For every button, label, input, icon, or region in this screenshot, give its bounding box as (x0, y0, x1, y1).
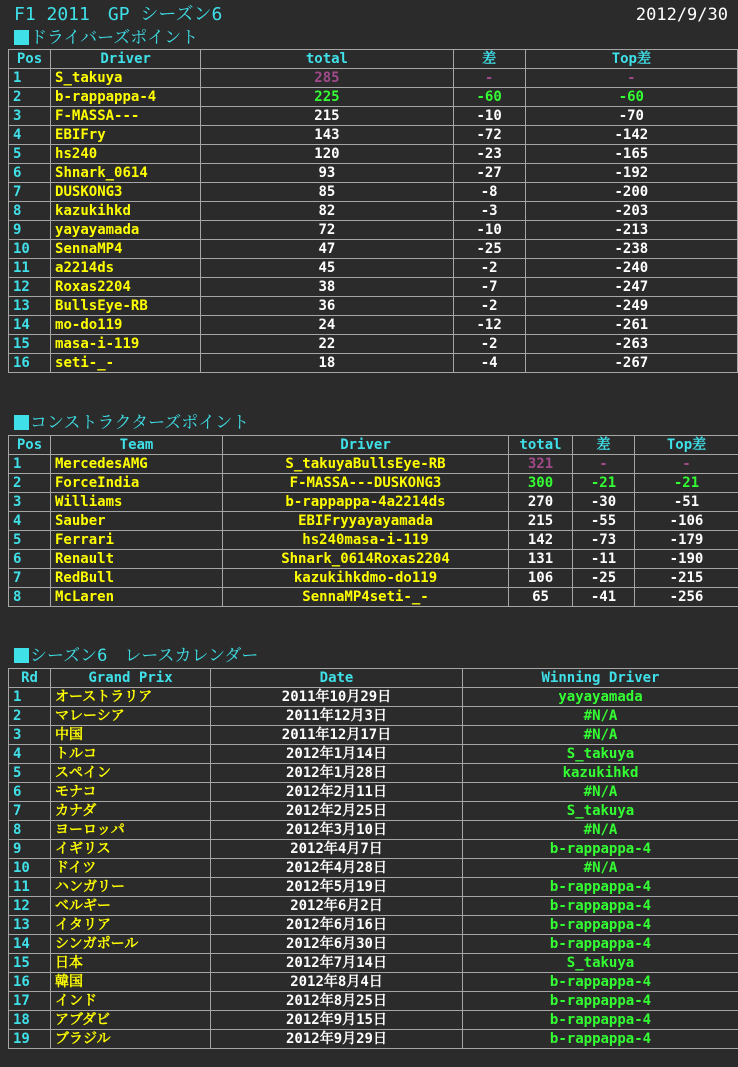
driver-total: 72 (201, 221, 453, 240)
constructor-drivers: kazukihkdmo-do119 (223, 569, 509, 588)
race-date: 2012年2月25日 (211, 802, 463, 821)
driver-name: EBIFry (51, 126, 201, 145)
constructor-row (9, 550, 738, 569)
constructors-standings-table (8, 435, 738, 607)
driver-diff: -2 (453, 259, 525, 278)
drivers-section-heading (14, 28, 198, 48)
col-header-top-diff: Top差 (635, 436, 738, 455)
race-grand-prix: モナコ (51, 783, 211, 802)
col-header-grand-prix: Grand Prix (51, 669, 211, 688)
race-grand-prix: 韓国 (51, 973, 211, 992)
driver-diff: -3 (453, 202, 525, 221)
driver-name: seti-_- (51, 354, 201, 373)
race-winner: S_takuya (463, 954, 738, 973)
race-grand-prix: イタリア (51, 916, 211, 935)
race-row (9, 954, 738, 973)
constructor-team: RedBull (51, 569, 223, 588)
race-date: 2011年12月17日 (211, 726, 463, 745)
driver-name: b-rappappa-4 (51, 88, 201, 107)
race-row (9, 688, 738, 707)
driver-pos: 13 (9, 297, 51, 316)
race-grand-prix: イギリス (51, 840, 211, 859)
driver-pos: 1 (9, 69, 51, 88)
driver-diff: -10 (453, 221, 525, 240)
race-winner: b-rappappa-4 (463, 973, 738, 992)
race-winner: #N/A (463, 707, 738, 726)
race-winner: #N/A (463, 726, 738, 745)
race-winner: #N/A (463, 859, 738, 878)
driver-pos: 8 (9, 202, 51, 221)
driver-name: hs240 (51, 145, 201, 164)
driver-pos: 6 (9, 164, 51, 183)
race-date: 2012年8月25日 (211, 992, 463, 1011)
driver-total: 120 (201, 145, 453, 164)
driver-row (9, 183, 738, 202)
race-winner: kazukihkd (463, 764, 738, 783)
driver-name: Roxas2204 (51, 278, 201, 297)
driver-top-diff: -192 (525, 164, 737, 183)
driver-row (9, 278, 738, 297)
constructor-total: 65 (509, 588, 573, 607)
constructor-row (9, 531, 738, 550)
race-row (9, 859, 738, 878)
constructor-top-diff: - (635, 455, 738, 474)
constructor-pos: 5 (9, 531, 51, 550)
driver-pos: 5 (9, 145, 51, 164)
constructor-diff: -73 (573, 531, 635, 550)
race-grand-prix: カナダ (51, 802, 211, 821)
race-date: 2012年4月7日 (211, 840, 463, 859)
race-row (9, 840, 738, 859)
driver-diff: - (453, 69, 525, 88)
constructor-drivers: F-MASSA---DUSKONG3 (223, 474, 509, 493)
col-header-diff: 差 (453, 50, 525, 69)
page-title: F1 2011 GP シーズン6 (14, 4, 223, 25)
driver-total: 285 (201, 69, 453, 88)
race-row (9, 1011, 738, 1030)
driver-top-diff: -263 (525, 335, 737, 354)
race-row (9, 726, 738, 745)
race-date: 2011年12月3日 (211, 707, 463, 726)
constructor-team: Sauber (51, 512, 223, 531)
race-winner: b-rappappa-4 (463, 992, 738, 1011)
race-round: 8 (9, 821, 51, 840)
race-round: 17 (9, 992, 51, 1011)
col-header-total: total (509, 436, 573, 455)
race-round: 11 (9, 878, 51, 897)
constructor-top-diff: -215 (635, 569, 738, 588)
race-date: 2012年6月16日 (211, 916, 463, 935)
race-date: 2012年6月2日 (211, 897, 463, 916)
driver-total: 225 (201, 88, 453, 107)
report-date: 2012/9/30 (635, 5, 728, 25)
driver-top-diff: -249 (525, 297, 737, 316)
driver-pos: 16 (9, 354, 51, 373)
constructor-row (9, 569, 738, 588)
driver-name: DUSKONG3 (51, 183, 201, 202)
constructor-team: Williams (51, 493, 223, 512)
driver-row (9, 126, 738, 145)
race-date: 2012年1月28日 (211, 764, 463, 783)
driver-diff: -8 (453, 183, 525, 202)
race-winner: b-rappappa-4 (463, 1030, 738, 1049)
col-header-winning-driver: Winning Driver (463, 669, 738, 688)
constructor-pos: 2 (9, 474, 51, 493)
race-row (9, 821, 738, 840)
race-date: 2012年2月11日 (211, 783, 463, 802)
col-header-driver: Driver (223, 436, 509, 455)
constructor-diff: -11 (573, 550, 635, 569)
constructor-top-diff: -190 (635, 550, 738, 569)
race-date: 2012年8月4日 (211, 973, 463, 992)
race-round: 9 (9, 840, 51, 859)
race-row (9, 973, 738, 992)
race-round: 19 (9, 1030, 51, 1049)
driver-row (9, 316, 738, 335)
race-round: 18 (9, 1011, 51, 1030)
driver-total: 24 (201, 316, 453, 335)
constructor-drivers: EBIFryyayayamada (223, 512, 509, 531)
col-header-top-diff: Top差 (525, 50, 737, 69)
driver-pos: 14 (9, 316, 51, 335)
race-row (9, 707, 738, 726)
race-row (9, 783, 738, 802)
constructors-header-row (9, 436, 738, 455)
race-winner: #N/A (463, 821, 738, 840)
race-date: 2012年1月14日 (211, 745, 463, 764)
driver-total: 85 (201, 183, 453, 202)
driver-name: SennaMP4 (51, 240, 201, 259)
driver-total: 82 (201, 202, 453, 221)
race-row (9, 916, 738, 935)
race-grand-prix: マレーシア (51, 707, 211, 726)
driver-diff: -4 (453, 354, 525, 373)
race-winner: b-rappappa-4 (463, 935, 738, 954)
driver-diff: -72 (453, 126, 525, 145)
constructor-pos: 4 (9, 512, 51, 531)
race-row (9, 764, 738, 783)
driver-row (9, 259, 738, 278)
driver-top-diff: -238 (525, 240, 737, 259)
race-round: 3 (9, 726, 51, 745)
driver-diff: -27 (453, 164, 525, 183)
race-date: 2012年4月28日 (211, 859, 463, 878)
constructor-total: 215 (509, 512, 573, 531)
driver-top-diff: -70 (525, 107, 737, 126)
race-winner: b-rappappa-4 (463, 916, 738, 935)
constructor-row (9, 493, 738, 512)
driver-total: 22 (201, 335, 453, 354)
race-winner: S_takuya (463, 745, 738, 764)
race-row (9, 935, 738, 954)
constructor-drivers: hs240masa-i-119 (223, 531, 509, 550)
race-date: 2012年6月30日 (211, 935, 463, 954)
race-grand-prix: ハンガリー (51, 878, 211, 897)
constructor-diff: -30 (573, 493, 635, 512)
constructor-pos: 8 (9, 588, 51, 607)
driver-pos: 10 (9, 240, 51, 259)
race-winner: #N/A (463, 783, 738, 802)
driver-top-diff: -261 (525, 316, 737, 335)
constructor-row (9, 588, 738, 607)
constructor-diff: - (573, 455, 635, 474)
race-winner: b-rappappa-4 (463, 840, 738, 859)
constructors-section-title: コンストラクターズポイント (30, 413, 250, 433)
driver-row (9, 221, 738, 240)
race-winner: b-rappappa-4 (463, 897, 738, 916)
driver-name: yayayamada (51, 221, 201, 240)
square-bullet-icon (14, 415, 29, 430)
driver-row (9, 240, 738, 259)
driver-top-diff: -247 (525, 278, 737, 297)
race-winner: yayayamada (463, 688, 738, 707)
constructor-team: McLaren (51, 588, 223, 607)
race-date: 2012年7月14日 (211, 954, 463, 973)
driver-top-diff: -203 (525, 202, 737, 221)
constructor-row (9, 455, 738, 474)
driver-row (9, 164, 738, 183)
driver-diff: -10 (453, 107, 525, 126)
calendar-section-title: シーズン6 レースカレンダー (30, 646, 259, 666)
col-header-round: Rd (9, 669, 51, 688)
driver-pos: 9 (9, 221, 51, 240)
square-bullet-icon (14, 648, 29, 663)
constructor-top-diff: -51 (635, 493, 738, 512)
constructor-row (9, 512, 738, 531)
driver-name: F-MASSA--- (51, 107, 201, 126)
race-date: 2012年9月29日 (211, 1030, 463, 1049)
race-round: 14 (9, 935, 51, 954)
driver-name: Shnark_0614 (51, 164, 201, 183)
col-header-driver: Driver (51, 50, 201, 69)
driver-total: 18 (201, 354, 453, 373)
col-header-diff: 差 (573, 436, 635, 455)
driver-row (9, 297, 738, 316)
driver-diff: -60 (453, 88, 525, 107)
constructor-team: ForceIndia (51, 474, 223, 493)
driver-top-diff: - (525, 69, 737, 88)
constructor-top-diff: -256 (635, 588, 738, 607)
constructor-total: 142 (509, 531, 573, 550)
driver-diff: -2 (453, 297, 525, 316)
driver-row (9, 88, 738, 107)
constructors-section-heading (14, 413, 249, 433)
calendar-header-row (9, 669, 738, 688)
driver-total: 215 (201, 107, 453, 126)
constructor-pos: 3 (9, 493, 51, 512)
drivers-section-title: ドライバーズポイント (30, 28, 199, 48)
race-row (9, 878, 738, 897)
race-row (9, 992, 738, 1011)
driver-pos: 2 (9, 88, 51, 107)
constructor-total: 321 (509, 455, 573, 474)
race-round: 2 (9, 707, 51, 726)
constructor-total: 270 (509, 493, 573, 512)
driver-diff: -12 (453, 316, 525, 335)
driver-row (9, 145, 738, 164)
driver-pos: 11 (9, 259, 51, 278)
driver-name: kazukihkd (51, 202, 201, 221)
driver-top-diff: -142 (525, 126, 737, 145)
driver-diff: -7 (453, 278, 525, 297)
driver-diff: -23 (453, 145, 525, 164)
driver-row (9, 335, 738, 354)
drivers-standings-table (8, 49, 738, 373)
col-header-pos: Pos (9, 436, 51, 455)
constructor-diff: -41 (573, 588, 635, 607)
col-header-total: total (201, 50, 453, 69)
constructor-team: MercedesAMG (51, 455, 223, 474)
driver-pos: 3 (9, 107, 51, 126)
driver-diff: -2 (453, 335, 525, 354)
driver-total: 47 (201, 240, 453, 259)
race-grand-prix: ドイツ (51, 859, 211, 878)
race-grand-prix: スペイン (51, 764, 211, 783)
race-grand-prix: シンガポール (51, 935, 211, 954)
driver-row (9, 107, 738, 126)
constructor-drivers: SennaMP4seti-_- (223, 588, 509, 607)
race-grand-prix: トルコ (51, 745, 211, 764)
driver-top-diff: -267 (525, 354, 737, 373)
race-round: 10 (9, 859, 51, 878)
race-calendar-table (8, 668, 738, 1049)
constructor-total: 106 (509, 569, 573, 588)
square-bullet-icon (14, 30, 29, 45)
constructor-diff: -21 (573, 474, 635, 493)
race-row (9, 1030, 738, 1049)
driver-total: 45 (201, 259, 453, 278)
race-row (9, 745, 738, 764)
constructor-drivers: S_takuyaBullsEye-RB (223, 455, 509, 474)
race-round: 7 (9, 802, 51, 821)
constructor-team: Ferrari (51, 531, 223, 550)
race-round: 4 (9, 745, 51, 764)
race-round: 12 (9, 897, 51, 916)
driver-top-diff: -165 (525, 145, 737, 164)
race-round: 13 (9, 916, 51, 935)
race-winner: b-rappappa-4 (463, 878, 738, 897)
race-date: 2012年3月10日 (211, 821, 463, 840)
race-round: 1 (9, 688, 51, 707)
race-round: 16 (9, 973, 51, 992)
constructor-pos: 7 (9, 569, 51, 588)
constructor-total: 131 (509, 550, 573, 569)
constructor-diff: -25 (573, 569, 635, 588)
driver-top-diff: -213 (525, 221, 737, 240)
race-row (9, 897, 738, 916)
constructor-top-diff: -106 (635, 512, 738, 531)
driver-diff: -25 (453, 240, 525, 259)
drivers-header-row (9, 50, 738, 69)
constructor-pos: 6 (9, 550, 51, 569)
driver-name: S_takuya (51, 69, 201, 88)
driver-total: 93 (201, 164, 453, 183)
driver-pos: 7 (9, 183, 51, 202)
race-grand-prix: ベルギー (51, 897, 211, 916)
driver-name: masa-i-119 (51, 335, 201, 354)
race-grand-prix: オーストラリア (51, 688, 211, 707)
driver-row (9, 202, 738, 221)
driver-pos: 4 (9, 126, 51, 145)
race-date: 2011年10月29日 (211, 688, 463, 707)
race-winner: b-rappappa-4 (463, 1011, 738, 1030)
driver-total: 143 (201, 126, 453, 145)
driver-top-diff: -240 (525, 259, 737, 278)
col-header-team: Team (51, 436, 223, 455)
race-grand-prix: アブダビ (51, 1011, 211, 1030)
calendar-section-heading (14, 646, 258, 666)
constructor-diff: -55 (573, 512, 635, 531)
constructor-drivers: Shnark_0614Roxas2204 (223, 550, 509, 569)
driver-name: BullsEye-RB (51, 297, 201, 316)
constructor-row (9, 474, 738, 493)
race-round: 6 (9, 783, 51, 802)
race-date: 2012年5月19日 (211, 878, 463, 897)
race-grand-prix: 日本 (51, 954, 211, 973)
race-row (9, 802, 738, 821)
driver-top-diff: -200 (525, 183, 737, 202)
race-round: 5 (9, 764, 51, 783)
driver-total: 36 (201, 297, 453, 316)
constructor-team: Renault (51, 550, 223, 569)
race-grand-prix: 中国 (51, 726, 211, 745)
constructor-pos: 1 (9, 455, 51, 474)
col-header-pos: Pos (9, 50, 51, 69)
driver-name: a2214ds (51, 259, 201, 278)
driver-total: 38 (201, 278, 453, 297)
driver-pos: 12 (9, 278, 51, 297)
driver-pos: 15 (9, 335, 51, 354)
constructor-top-diff: -21 (635, 474, 738, 493)
constructor-top-diff: -179 (635, 531, 738, 550)
constructor-total: 300 (509, 474, 573, 493)
race-grand-prix: ヨーロッパ (51, 821, 211, 840)
driver-name: mo-do119 (51, 316, 201, 335)
col-header-date: Date (211, 669, 463, 688)
constructor-drivers: b-rappappa-4a2214ds (223, 493, 509, 512)
driver-row (9, 69, 738, 88)
driver-row (9, 354, 738, 373)
race-date: 2012年9月15日 (211, 1011, 463, 1030)
race-winner: S_takuya (463, 802, 738, 821)
race-grand-prix: ブラジル (51, 1030, 211, 1049)
race-round: 15 (9, 954, 51, 973)
driver-top-diff: -60 (525, 88, 737, 107)
race-grand-prix: インド (51, 992, 211, 1011)
